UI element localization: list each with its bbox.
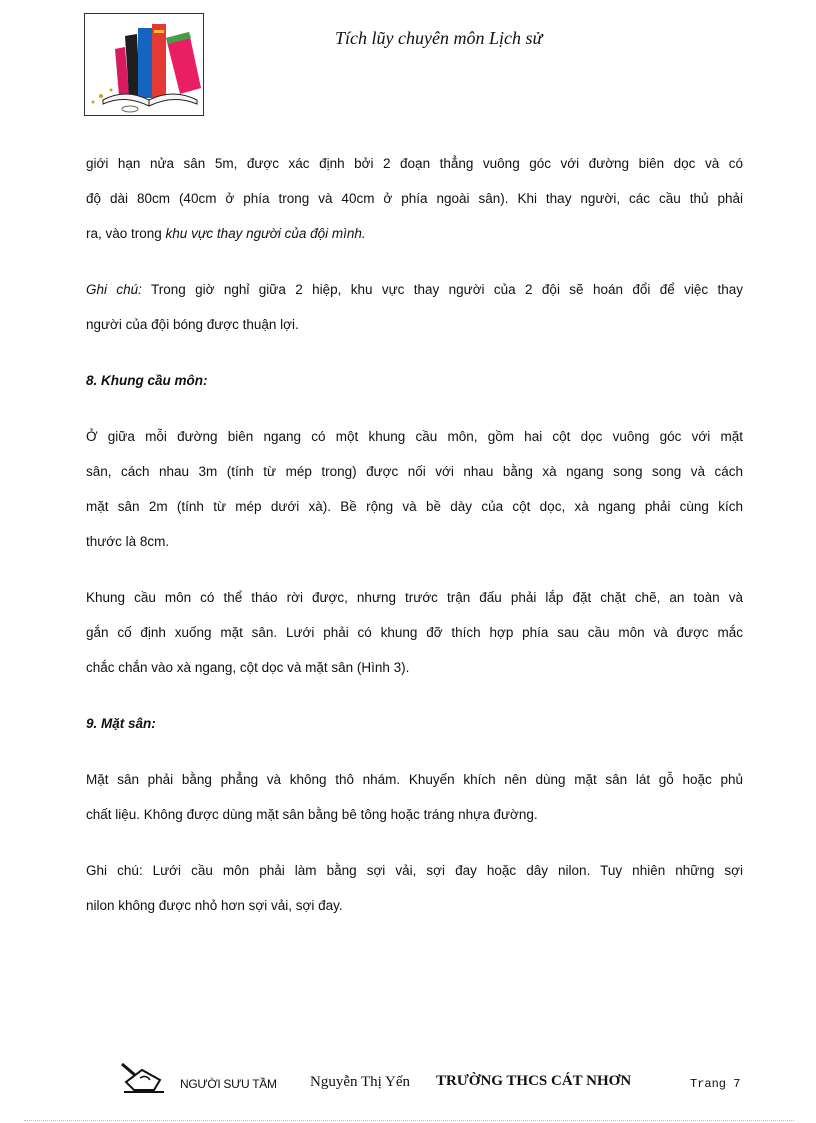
paragraph-line: sân, cách nhau 3m (tính từ mép trong) được nối với nhau bằng xà ngang song song và cách: [86, 464, 743, 479]
paragraph-line: giới hạn nửa sân 5m, được xác định bởi 2 đoạn thẳng vuông góc với đường biên dọc và có: [86, 156, 743, 171]
paragraph-line: độ dài 80cm (40cm ở phía trong và 40cm ở phía ngoài sân). Khi thay người, các cầu thủ phải: [86, 191, 743, 206]
note-line: nilon không được nhỏ hơn sợi vải, sợi đay.: [86, 898, 343, 913]
italic-text-run: khu vực thay người của đội mình.: [165, 226, 366, 241]
page-number: Trang 7: [690, 1077, 741, 1091]
header-title: Tích lũy chuyên môn Lịch sử: [335, 28, 543, 48]
footer-author: Nguyễn Thị Yến: [310, 1074, 410, 1090]
paragraph-line: gắn cố định xuống mặt sân. Lưới phải có khung đỡ thích hợp phía sau cầu môn và được mắc: [86, 625, 743, 640]
paragraph-line: mặt sân 2m (tính từ mép dưới xà). Bề rộng và bề dày của cột dọc, xà ngang phải cùng kích: [86, 499, 743, 514]
note-line: [86, 272, 743, 307]
bottom-divider: [24, 1120, 794, 1121]
paragraph-line: Ở giữa mỗi đường biên ngang có một khung cầu môn, gồm hai cột dọc vuông góc với mặt: [86, 429, 743, 444]
note-line: người của đội bóng được thuận lợi.: [86, 317, 299, 332]
paragraph-line: Khung cầu môn có thể tháo rời được, nhưng trước trận đấu phải lắp đặt chặt chẽ, an toàn và: [86, 590, 743, 605]
paragraph-line: chắc chắn vào xà ngang, cột dọc và mặt sân (Hình 3).: [86, 660, 410, 675]
paragraph-line: chất liệu. Không được dùng mặt sân bằng bê tông hoặc tráng nhựa đường.: [86, 807, 538, 822]
footer-collector: NGƯỜI SƯU TẦM: [180, 1077, 277, 1091]
note-line: Ghi chú: Lưới cầu môn phải làm bằng sợi vải, sợi đay hoặc dây nilon. Tuy nhiên những sợi: [86, 863, 743, 878]
document-body: [86, 146, 743, 923]
paragraph-line: [86, 216, 743, 251]
text-run: ra, vào trong: [86, 226, 166, 241]
footer-school: TRƯỜNG THCS CÁT NHƠN: [436, 1073, 632, 1089]
section-heading: 9. Mặt sân:: [86, 716, 156, 731]
header-logo: [84, 13, 204, 116]
paragraph-line: Mặt sân phải bằng phẳng và không thô nhám. Khuyến khích nên dùng mặt sân lát gỗ hoặc phủ: [86, 772, 743, 787]
section-heading: 8. Khung cầu môn:: [86, 373, 208, 388]
page-footer: [0, 1070, 816, 1100]
books-icon: [85, 14, 203, 115]
paragraph-line: thước là 8cm.: [86, 534, 170, 549]
text-run: Trong giờ nghỉ giữa 2 hiệp, khu vực thay người của 2 đội sẽ hoán đổi để việc thay: [141, 282, 743, 297]
note-label: Ghi chú:: [86, 282, 142, 297]
